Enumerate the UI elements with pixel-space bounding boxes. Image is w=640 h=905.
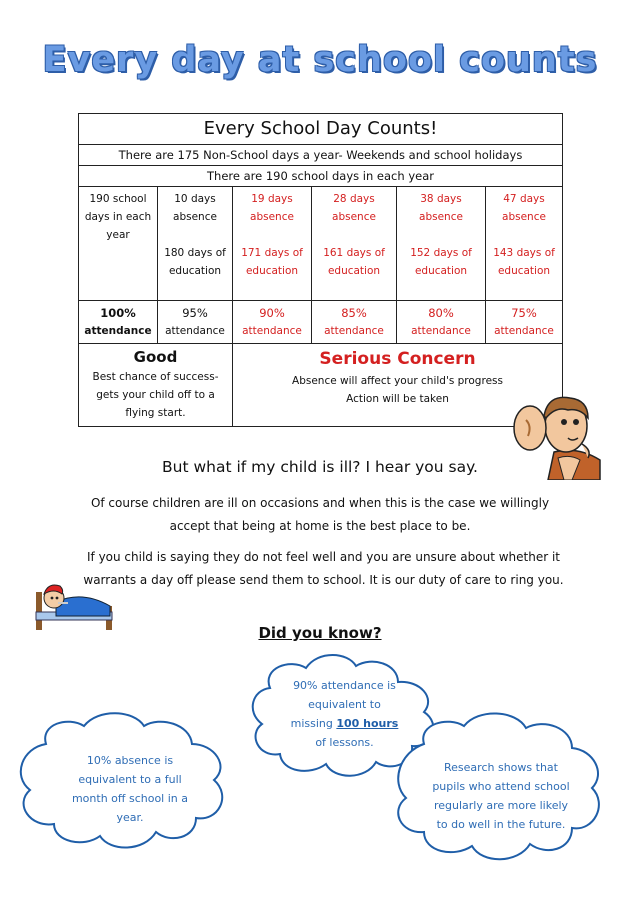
- left-cloud-text: 10% absence is equivalent to a full month off school in a year.: [71, 754, 189, 824]
- attendance-90-cell: 90% attendance: [233, 301, 312, 344]
- paragraph-ill-occasions: Of course children are ill on occasions and when this is the case we willingly accept that being at home is the best place to be.: [90, 496, 550, 533]
- attendance-85-cell: 85% attendance: [312, 301, 397, 344]
- absence-cell-95: 10 days absence 180 days of education: [158, 187, 233, 301]
- page-title: Every day at school counts: [42, 40, 598, 80]
- good-cell: Good Best chance of success- gets your child off to a flying start.: [79, 344, 233, 427]
- school-days-cell: 190 school days in each year: [79, 187, 158, 301]
- attendance-80-cell: 80% attendance: [397, 301, 486, 344]
- right-cloud-text: Research shows that pupils who attend school regularly are more likely to do well in the future.: [432, 761, 570, 831]
- attendance-95-cell: 95% attendance: [158, 301, 233, 344]
- attendance-table: [78, 113, 563, 427]
- absence-cell-75: 47 days absence 143 days of education: [486, 187, 563, 301]
- did-you-know-heading: Did you know?: [258, 624, 382, 642]
- table-heading: Every School Day Counts!: [79, 114, 563, 145]
- sick-child-illustration: [32, 566, 116, 632]
- attendance-100-cell: 100% attendance: [79, 301, 158, 344]
- non-school-days-row: There are 175 Non-School days a year- Weekends and school holidays: [79, 145, 563, 166]
- absence-cell-90: 19 days absence 171 days of education: [233, 187, 312, 301]
- center-cloud-text: 90% attendance is equivalent to missing 100 hours of lessons.: [290, 679, 399, 749]
- absence-cell-80: 38 days absence 152 days of education: [397, 187, 486, 301]
- paragraph-send-to-school: If you child is saying they do not feel well and you are unsure about whether it warrants a day off please send them to school. It is our duty of care to ring you.: [83, 550, 564, 587]
- ill-heading: But what if my child is ill? I hear you say.: [162, 458, 478, 476]
- attendance-75-cell: 75% attendance: [486, 301, 563, 344]
- absence-cell-85: 28 days absence 161 days of education: [312, 187, 397, 301]
- school-days-row: There are 190 school days in each year: [79, 166, 563, 187]
- concern-cell: Serious Concern Absence will affect your child's progress Action will be taken: [233, 344, 563, 427]
